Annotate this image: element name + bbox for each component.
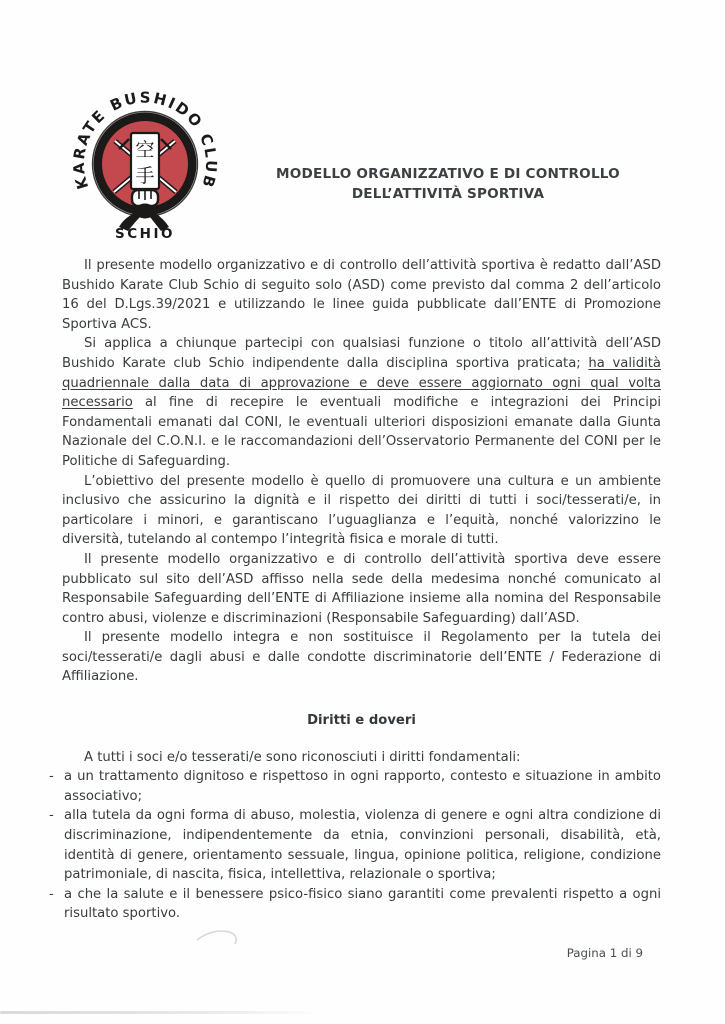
paragraph-text: L’obiettivo del presente modello è quello di promuovere una cultura e un ambiente inclusivo che assicurino la dignità e il rispetto dei diritti di tutti i soci/tesserati/e, in particolare i minori, e garantiscano l’uguaglianza e l’equità, nonché valorizzino le diversità, tutelando al contempo l’integrità fisica e morale di tutti. — [62, 473, 661, 548]
list-item-text: alla tutela da ogni forma di abuso, molestia, violenza di genere e ogni altra condizione di discriminazione, indipendentemente da etnia, convinzioni personali, disabilità, età, identità di genere, orientamento sessuale, lingua, opinione politica, religione, condizione patrimoniale, di nascita, fisica, intellettiva, relazionale o sportiva; — [64, 808, 661, 883]
paragraph — [62, 748, 661, 768]
club-name-arc: KARATE BUSHIDO CLUB — [70, 88, 220, 192]
list-item-text: a che la salute e il benessere psico-fisico siano garantiti come prevalenti rispetto a ogni risultato sportivo. — [64, 886, 661, 922]
paragraph — [62, 472, 661, 550]
kanji-top: 空 — [135, 139, 155, 161]
list-dash: - — [49, 886, 54, 902]
list-item-text: a un trattamento dignitoso e rispettoso in ogni rapporto, contesto e situazione in ambito associativo; — [64, 769, 661, 804]
paragraph-text: Il presente modello integra e non sostituisce il Regolamento per la tutela dei soci/tesserati/e dagli abusi e dalle condotte discriminatorie dell’ENTE / Federazione di Affiliazione. — [62, 630, 661, 685]
paragraph — [62, 550, 661, 628]
document-title-line1: MODELLO ORGANIZZATIVO E DI CONTROLLO — [276, 166, 620, 182]
paragraph — [62, 628, 661, 687]
document-title — [248, 164, 648, 204]
paragraph-text: A tutti i soci e/o tesserati/e sono riconosciuti i diritti fondamentali: — [84, 749, 521, 765]
list-item — [49, 806, 661, 884]
paragraph-text: Si applica a chiunque partecipi con qualsiasi funzione o titolo all’attività dell’ASD Bushido Karate club Schio indipendente dalla disciplina sportiva praticata; — [62, 336, 661, 371]
club-logo — [70, 86, 220, 244]
list-item — [49, 767, 661, 806]
document-body — [49, 256, 661, 924]
paragraph-text: Il presente modello organizzativo e di controllo dell’attività sportiva è redatto dall’ASD Bushido Karate Club Schio di seguito solo (ASD) come previsto dal comma 2 dell’articolo 16 del D.Lgs.39/2021 e utilizzando le linee guida pubblicate dall’ENTE di Promozione Sportiva ACS. — [62, 258, 661, 332]
underlined-text: ha validità quadriennale dalla data di approvazione e deve essere aggiornato ogni qual volta necessario — [62, 355, 661, 411]
document-title-line2: DELL’ATTIVITÀ SPORTIVA — [351, 186, 545, 202]
scan-pencil-mark — [195, 924, 255, 950]
section-heading: Diritti e doveri — [307, 713, 416, 729]
club-city-label: SCHIO — [115, 226, 175, 242]
paragraph-text: Il presente modello organizzativo e di controllo dell’attività sportiva deve essere pubblicato sul sito dell’ASD affisso nella sede della medesima nonché comunicato al Responsabile Safeguarding dell’ENTE di Affiliazione insieme alla nomina del Responsabile contro abusi, violenze e discriminazioni (Responsabile Safeguarding) dall’ASD. — [62, 551, 661, 626]
list-dash: - — [49, 769, 54, 785]
scan-edge-artifact — [0, 1011, 320, 1014]
list-item — [49, 885, 661, 924]
club-logo-graphic — [70, 86, 220, 244]
page-number: Pagina 1 di 9 — [566, 946, 643, 960]
paragraph — [62, 256, 661, 334]
paragraph — [62, 334, 661, 471]
list-dash: - — [49, 808, 54, 824]
paragraph-text: al fine di recepire le eventuali modifiche e integrazioni dei Principi Fondamentali emanati dal CONI, le eventuali ulteriori disposizioni emanate dalla Giunta Nazionale del C.O.N.I. e le raccomandazioni dell’Osservatorio Permanente del CONI per le Politiche di Safeguarding. — [62, 395, 661, 469]
kanji-bottom: 手 — [135, 165, 155, 187]
